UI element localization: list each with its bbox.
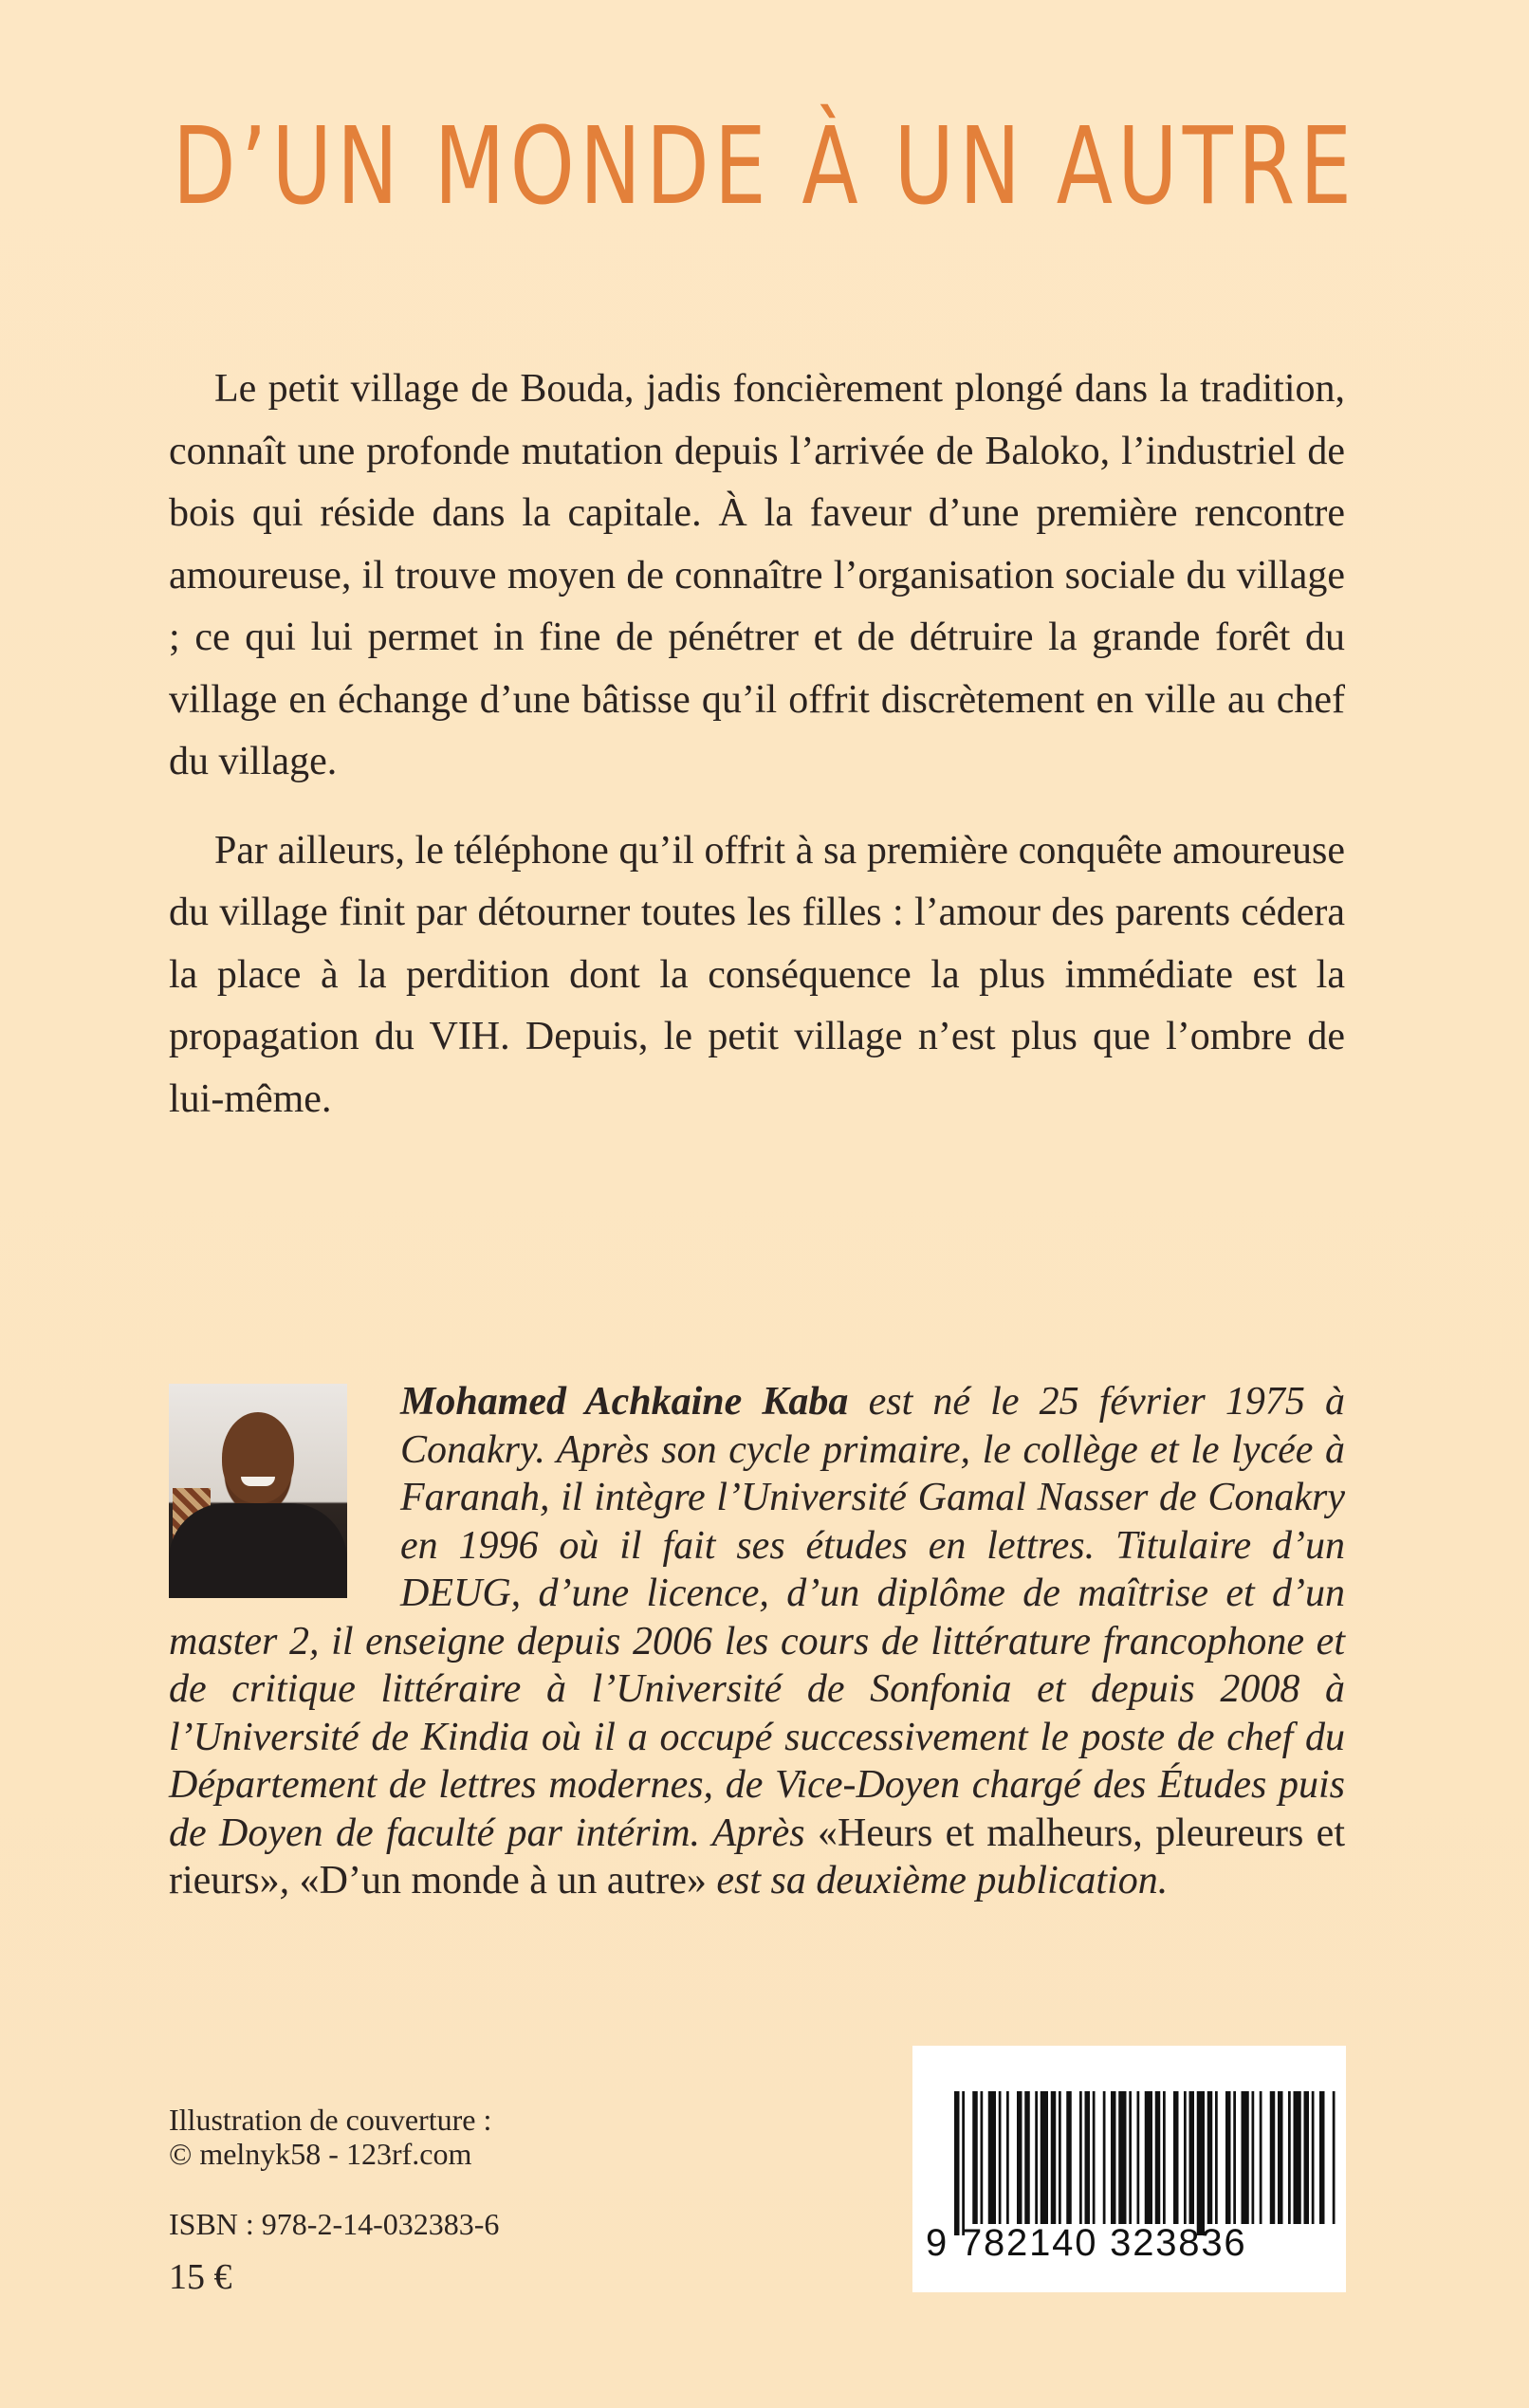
barcode-bar [1207, 2091, 1213, 2224]
barcode-bar [1155, 2091, 1161, 2224]
barcode-bar [1197, 2091, 1205, 2235]
face [222, 1412, 294, 1503]
bio-book-title-1: «Heurs et malheurs, pleureurs et rieurs» [169, 1811, 1345, 1903]
barcode-bar [981, 2091, 984, 2224]
barcode-bar [1278, 2091, 1283, 2224]
barcode-bar [1051, 2091, 1057, 2224]
barcode-bar [1103, 2091, 1106, 2224]
synopsis-paragraph-1: Le petit village de Bouda, jadis foncièrement plongé dans la tradition, connaît une profonde mutation depuis l’arrivée de Baloko, l’industriel de bois qui réside dans la capitale. À la faveur d’une première rencontre amoureuse, il trouve moyen de connaître l’organisation sociale du village ; ce qui lui permet in fine de pénétrer et de détruire la grande forêt du village en échange d’une bâtisse qu’il offrit discrètement en ville au chef du village. [169, 367, 1345, 783]
barcode-bar [1024, 2091, 1030, 2224]
barcode-bar [1118, 2091, 1126, 2224]
barcode-bar [1242, 2091, 1249, 2224]
barcode-bar [1319, 2091, 1325, 2224]
barcode-bar [1129, 2091, 1132, 2224]
barcode-bar [1017, 2091, 1022, 2224]
barcode-bar [1035, 2091, 1038, 2224]
bio-text-end: est sa deuxième publication. [706, 1859, 1169, 1903]
bio-text: est né le 25 février 1975 à Conakry. Après son cycle primaire, le collège et le lycée à Faranah, il intègre l’Université Gamal Nasser de Conakry en 1996 où il fait ses études en lettres. Titulaire d’un DEUG, d’une licence, d’un diplôme de maîtrise et d’un master 2, il enseigne depuis 2006 les cours de littérature francophone et de critique littéraire à l’Université de Sonfonia et depuis 2008 à l’Université de Kindia où il a occupé successivement le poste de chef du Département de lettres modernes, de Vice-Doyen chargé des Études puis de Doyen de faculté par intérim. Après [169, 1380, 1345, 1855]
book-title: D’UN MONDE À UN AUTRE [172, 105, 1357, 229]
price: 15 € [169, 2257, 232, 2297]
credits-line-2: © melnyk58 - 123rf.com [169, 2137, 472, 2171]
bio-separator: , [279, 1859, 300, 1903]
barcode-bar [1270, 2091, 1276, 2224]
barcode-bar [1111, 2091, 1116, 2224]
barcode-bar [1304, 2091, 1310, 2224]
bio-book-title-2: «D’un monde à un autre» [299, 1859, 707, 1903]
barcode-bar [1093, 2091, 1096, 2224]
barcode-bar [1085, 2091, 1091, 2224]
barcode-bar [1066, 2091, 1072, 2224]
barcode-bar [1184, 2091, 1187, 2224]
barcode-bar [1333, 2091, 1336, 2224]
author-name: Mohamed Achkaine Kaba [400, 1380, 849, 1424]
barcode-bar [1173, 2091, 1179, 2224]
barcode-bar [972, 2091, 978, 2224]
barcode-bar [999, 2091, 1002, 2224]
barcode-bar [962, 2091, 965, 2235]
barcode-bar [1225, 2091, 1231, 2224]
barcode-bar [1006, 2091, 1009, 2224]
barcode-bar [1059, 2091, 1061, 2224]
barcode-bar [1260, 2091, 1262, 2224]
barcode-bar [1233, 2091, 1236, 2224]
barcode-box [912, 2046, 1346, 2292]
smile [241, 1477, 275, 1486]
barcode-bar [1312, 2091, 1315, 2224]
barcode-bar [954, 2091, 960, 2235]
barcode-bar [1137, 2091, 1140, 2224]
barcode-bar [1163, 2091, 1166, 2224]
barcode-bar [1041, 2091, 1048, 2224]
barcode-bar [1294, 2091, 1301, 2224]
barcode-bar [1252, 2091, 1255, 2224]
barcode-bar [1079, 2091, 1082, 2224]
barcode-bar [1215, 2091, 1218, 2224]
illustration-credits [169, 2103, 491, 2171]
synopsis-paragraph-2: Par ailleurs, le téléphone qu’il offrit à sa première conquête amoureuse du village finit par détourner toutes les filles : l’amour des parents cédera la place à la perdition dont la conséquence la plus immédiate est la propagation du VIH. Depuis, le petit village n’est plus que l’ombre de lui-même. [169, 828, 1345, 1121]
barcode-digits: 9 782140 323836 [926, 2222, 1247, 2264]
isbn: ISBN : 978-2-14-032383-6 [169, 2207, 500, 2241]
barcode-bar [988, 2091, 996, 2224]
author-photo [169, 1384, 347, 1598]
barcode-bar [1145, 2091, 1152, 2224]
barcode-bar [1288, 2091, 1291, 2224]
barcode-bar [1189, 2091, 1195, 2224]
credits-line-1: Illustration de couverture : [169, 2103, 492, 2137]
synopsis [169, 358, 1345, 1157]
shirt [169, 1503, 347, 1598]
